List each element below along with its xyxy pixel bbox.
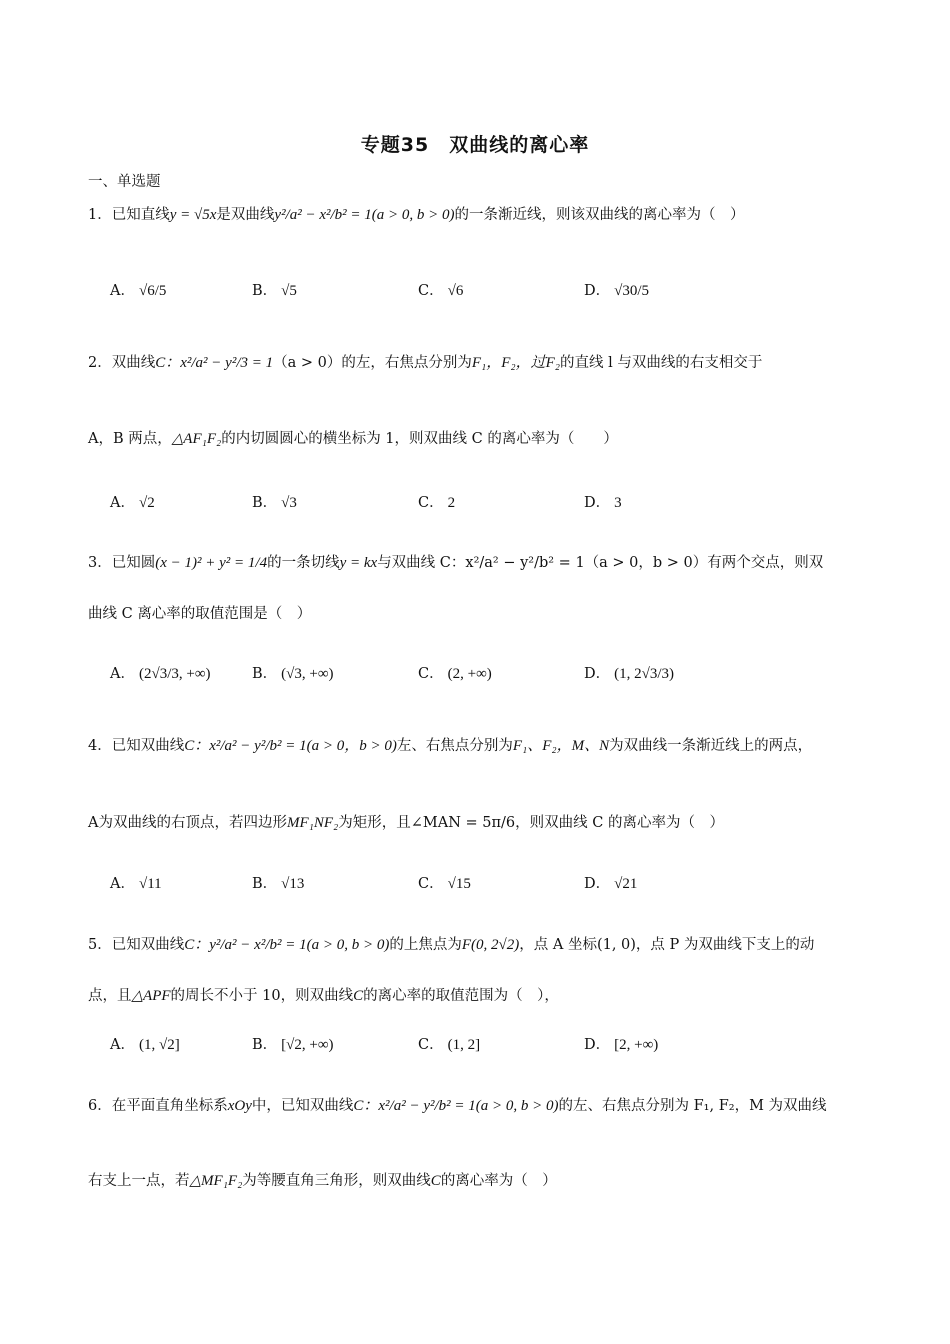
question-1-option-d[interactable] <box>584 279 649 300</box>
question-6-text: 的离心率为（ ） <box>440 1173 557 1189</box>
question-6-line-2 <box>88 1170 868 1192</box>
question-5-text: 的离心率的取值范围为（ ）， <box>363 988 559 1004</box>
option-value: (√3, +∞) <box>281 665 334 682</box>
question-3-text: 的一条切线 <box>267 555 340 571</box>
question-5-text: 的周长不小于 10，则双曲线 <box>170 988 354 1004</box>
option-label: A． <box>110 283 135 299</box>
question-6-text: 中，已知双曲线 <box>251 1098 354 1114</box>
option-value: [√2, +∞) <box>281 1036 334 1053</box>
question-4-formula: F₁、F₂，M、N <box>512 738 610 754</box>
option-label: B． <box>252 1037 278 1053</box>
question-4-line-2 <box>88 812 868 834</box>
option-label: B． <box>252 876 278 892</box>
option-label: B． <box>252 283 278 299</box>
option-label: A． <box>110 666 135 682</box>
question-2-line-2 <box>88 428 868 450</box>
question-4-line-1 <box>88 735 868 757</box>
question-3-option-d[interactable] <box>584 662 674 683</box>
question-3-text: 与双曲线 C：x²/a² − y²/b² = 1（a > 0，b > 0）有两个交点，则双 <box>377 555 824 571</box>
question-4-text: 为矩形，且∠MAN = 5π/6，则双曲线 C 的离心率为（ ） <box>338 815 724 831</box>
question-6-text: 6．在平面直角坐标系 <box>88 1098 228 1114</box>
question-6-line-1 <box>88 1095 868 1117</box>
option-value: (1, 2√3/3) <box>614 665 675 682</box>
option-value: 2 <box>447 494 456 511</box>
question-3-option-a[interactable] <box>110 662 211 683</box>
question-2-text: 2．双曲线 <box>88 355 156 371</box>
option-value: √13 <box>281 875 305 892</box>
option-label: C． <box>418 876 444 892</box>
question-2-option-b[interactable] <box>252 491 297 512</box>
question-4-text: 为双曲线一条渐近线上的两点， <box>609 738 813 754</box>
question-2-text: A，B 两点， <box>88 431 172 447</box>
question-6-formula: △MF₁F₂ <box>189 1173 243 1189</box>
question-6-text: 右支上一点，若 <box>88 1173 190 1189</box>
option-label: C． <box>418 666 444 682</box>
option-value: 3 <box>614 494 622 511</box>
question-4-option-b[interactable] <box>252 872 304 893</box>
option-value: √30/5 <box>614 282 650 299</box>
page-title: 专题35 双曲线的离心率 <box>360 134 590 156</box>
question-2-line-1 <box>88 352 868 374</box>
question-5-formula: C：y²/a² − x²/b² = 1(a > 0, b > 0) <box>184 937 390 953</box>
question-4-text: 左、右焦点分别为 <box>396 738 513 754</box>
option-label: B． <box>252 495 278 511</box>
question-6-text: 的左、右焦点分别为 F₁, F₂，M 为双曲线 <box>558 1098 827 1114</box>
option-label: D． <box>584 1037 611 1053</box>
question-6-formula: C <box>430 1173 441 1189</box>
question-5-line-2 <box>88 985 868 1007</box>
question-3-option-b[interactable] <box>252 662 334 683</box>
option-value: (1, √2] <box>138 1036 180 1053</box>
question-5-text: 点，且 <box>88 988 132 1004</box>
question-6-formula: xOy <box>227 1098 252 1114</box>
question-1-text: 1．已知直线 <box>88 207 170 223</box>
option-value: √2 <box>138 494 155 511</box>
question-4-option-d[interactable] <box>584 872 637 893</box>
question-1-formula: y²/a² − x²/b² = 1(a > 0, b > 0) <box>274 207 455 223</box>
option-value: √6 <box>447 282 464 299</box>
question-2-option-c[interactable] <box>418 491 455 512</box>
question-5-formula: C <box>353 988 364 1004</box>
option-label: D． <box>584 876 611 892</box>
question-3-line-1 <box>88 552 868 574</box>
question-2-formula: F₁，F₂，过F₂ <box>471 355 561 371</box>
question-4-option-c[interactable] <box>418 872 471 893</box>
option-label: D． <box>584 495 611 511</box>
question-4-text: 为双曲线的右顶点，若四边形 <box>98 815 287 831</box>
question-2-text: 的直线 l 与双曲线的右支相交于 <box>560 355 763 371</box>
question-1-text: 是双曲线 <box>216 207 275 223</box>
question-5-option-d[interactable] <box>584 1033 658 1054</box>
question-5-option-b[interactable] <box>252 1033 334 1054</box>
question-5-text: ，点 A 坐标(1, 0)，点 P 为双曲线下支上的动 <box>519 937 815 953</box>
question-1-line-1 <box>88 204 868 226</box>
option-label: D． <box>584 666 611 682</box>
option-value: √15 <box>447 875 471 892</box>
option-label: C． <box>418 1037 444 1053</box>
question-3-line-2 <box>88 603 868 625</box>
question-4-formula: MF₁NF₂ <box>286 815 339 831</box>
option-value: [2, +∞) <box>614 1036 659 1053</box>
question-3-option-c[interactable] <box>418 662 492 683</box>
question-1-formula: y = √5x <box>169 207 217 223</box>
option-label: D． <box>584 283 611 299</box>
question-4-formula: C：x²/a² − y²/b² = 1(a > 0，b > 0) <box>184 738 397 754</box>
question-5-option-c[interactable] <box>418 1033 480 1054</box>
question-2-text: 的内切圆圆心的横坐标为 1，则双曲线 C 的离心率为 <box>221 431 560 447</box>
question-4-option-a[interactable] <box>110 872 162 893</box>
question-1-text: 的一条渐近线，则该双曲线的离心率为（ ） <box>454 207 745 223</box>
option-value: (2√3/3, +∞) <box>138 665 211 682</box>
option-label: C． <box>418 495 444 511</box>
question-5-option-a[interactable] <box>110 1033 180 1054</box>
option-label: A． <box>110 495 135 511</box>
question-5-line-1 <box>88 934 868 956</box>
question-2-text: （ ） <box>559 431 618 447</box>
question-3-formula: (x − 1)² + y² = 1/4 <box>155 555 268 571</box>
option-value: √3 <box>281 494 297 511</box>
section-heading: 一、单选题 <box>88 174 161 190</box>
question-4-text: 4．已知双曲线 <box>88 738 185 754</box>
question-2-formula: △AF₁F₂ <box>171 431 222 447</box>
option-value: √11 <box>138 875 162 892</box>
question-1-option-c[interactable] <box>418 279 463 300</box>
question-3-text: 曲线 C 离心率的取值范围是（ ） <box>88 606 312 622</box>
option-label: C． <box>418 283 444 299</box>
option-value: √6/5 <box>138 282 167 299</box>
option-label: A． <box>110 876 135 892</box>
question-1-option-a[interactable] <box>110 279 166 300</box>
question-1-option-b[interactable] <box>252 279 297 300</box>
question-6-formula: C：x²/a² − y²/b² = 1(a > 0, b > 0) <box>353 1098 559 1114</box>
question-3-text: 3．已知圆 <box>88 555 156 571</box>
option-value: √21 <box>614 875 638 892</box>
option-label: A． <box>110 1037 135 1053</box>
question-2-formula: C：x²/a² − y²/3 = 1 <box>155 355 274 371</box>
question-2-option-d[interactable] <box>584 491 622 512</box>
option-value: (1, 2] <box>447 1036 481 1053</box>
question-6-text: 为等腰直角三角形，则双曲线 <box>242 1173 431 1189</box>
question-4-text: A <box>88 815 99 831</box>
option-value: √5 <box>281 282 297 299</box>
question-5-formula: △APF <box>131 988 171 1004</box>
question-3-formula: y = kx <box>339 555 378 571</box>
question-5-formula: F(0, 2√2) <box>461 937 520 953</box>
question-2-option-a[interactable] <box>110 491 155 512</box>
question-5-text: 5．已知双曲线 <box>88 937 185 953</box>
option-value: (2, +∞) <box>447 665 492 682</box>
question-2-text: （a > 0）的左，右焦点分别为 <box>273 355 472 371</box>
option-label: B． <box>252 666 278 682</box>
question-5-text: 的上焦点为 <box>389 937 462 953</box>
